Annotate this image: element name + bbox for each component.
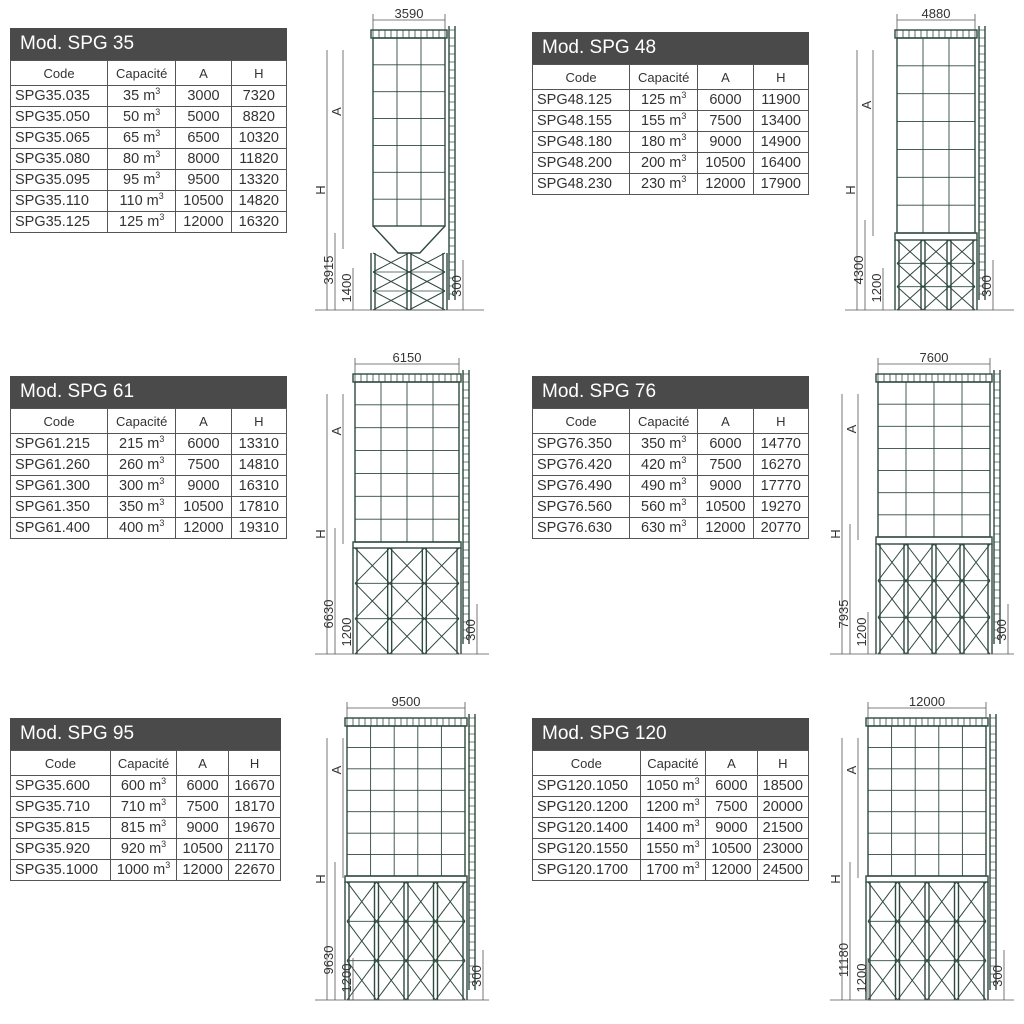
capacity-cell: 1700 $m^3$ (640, 860, 706, 881)
a-cell: 8000 (176, 149, 231, 170)
unit-superscript: 3 (694, 818, 700, 829)
h-dimension-label: H (313, 185, 328, 195)
capacity-cell: 215 $m^3$ (108, 434, 176, 455)
code-cell: SPG61.260 (11, 455, 108, 476)
capacity-cell: 1400 $m^3$ (640, 818, 706, 839)
h-cell: 13310 (231, 434, 286, 455)
capacity-cell: 1050 $m^3$ (640, 776, 706, 797)
capacity-cell: 490 $m^3$ (630, 476, 698, 497)
spec-table (10, 408, 287, 539)
unit-superscript: 3 (159, 518, 165, 529)
capacity-cell: 600 $m^3$ (110, 776, 176, 797)
code-cell: SPG48.200 (533, 153, 630, 174)
h-cell: 20000 (757, 797, 808, 818)
table-row (11, 797, 281, 818)
unit-superscript: 3 (155, 128, 161, 139)
h-cell: 16310 (231, 476, 286, 497)
a-cell: 3000 (176, 86, 231, 107)
table-row (533, 111, 809, 132)
table-header-row (533, 751, 809, 776)
side-offset-label: 300 (449, 275, 464, 297)
unit-superscript: 3 (159, 212, 165, 223)
base-height-label: 6630 (321, 599, 336, 629)
h-dimension-label: H (313, 529, 328, 539)
code-cell: SPG35.110 (11, 191, 108, 212)
a-dimension-label: A (859, 100, 874, 110)
side-offset-label: 300 (463, 619, 478, 641)
spg48-table-panel (532, 32, 809, 195)
unit-superscript: 3 (694, 797, 700, 808)
unit-superscript: 3 (159, 476, 165, 487)
unit-superscript: 3 (155, 149, 161, 160)
code-cell: SPG35.600 (11, 776, 111, 797)
code-cell: SPG35.050 (11, 107, 108, 128)
capacity-cell: 560 $m^3$ (630, 497, 698, 518)
unit-superscript: 3 (158, 191, 164, 202)
width-dimension-label: 4880 (921, 8, 951, 21)
h-cell: 16670 (229, 776, 281, 797)
a-cell: 10500 (177, 839, 229, 860)
column-header-capacity: Capacité (108, 61, 176, 86)
column-header-code: Code (533, 409, 630, 434)
h-cell: 8820 (231, 107, 286, 128)
h-cell: 10320 (231, 128, 286, 149)
a-cell: 7500 (698, 111, 753, 132)
table-row (533, 153, 809, 174)
silo-elevation (305, 8, 490, 318)
unit-superscript: 3 (681, 174, 687, 185)
unit-superscript: 3 (155, 170, 161, 181)
capacity-cell: 710 $m^3$ (110, 797, 176, 818)
unit-superscript: 3 (694, 839, 700, 850)
code-cell: SPG35.1000 (11, 860, 111, 881)
leg-height-label: 1200 (869, 273, 884, 303)
unit-superscript: 3 (681, 153, 687, 164)
code-cell: SPG120.1200 (533, 797, 641, 818)
column-header-capacity: Capacité (630, 65, 698, 90)
column-header-code: Code (11, 409, 108, 434)
a-cell: 12000 (176, 518, 231, 539)
capacity-cell: 200 $m^3$ (630, 153, 698, 174)
code-cell: SPG35.035 (11, 86, 108, 107)
column-header-h: H (231, 409, 286, 434)
h-cell: 13320 (231, 170, 286, 191)
table-row (533, 797, 809, 818)
code-cell: SPG35.125 (11, 212, 108, 233)
base-height-label: 3915 (321, 255, 336, 285)
capacity-cell: 65 $m^3$ (108, 128, 176, 149)
unit-superscript: 3 (681, 90, 687, 101)
h-cell: 16270 (753, 455, 808, 476)
table-row (533, 174, 809, 195)
a-cell: 9000 (176, 476, 231, 497)
leg-height-label: 1200 (339, 617, 354, 647)
unit-superscript: 3 (155, 107, 161, 118)
a-cell: 6000 (176, 434, 231, 455)
capacity-cell: 920 $m^3$ (110, 839, 176, 860)
table-row (533, 818, 809, 839)
table-row (533, 497, 809, 518)
a-cell: 7500 (698, 455, 753, 476)
capacity-cell: 155 $m^3$ (630, 111, 698, 132)
a-cell: 12000 (698, 174, 753, 195)
unit-superscript: 3 (161, 839, 167, 850)
h-cell: 16400 (753, 153, 808, 174)
capacity-cell: 420 $m^3$ (630, 455, 698, 476)
h-cell: 22670 (229, 860, 281, 881)
h-cell: 24500 (757, 860, 808, 881)
a-dimension-label: A (844, 424, 859, 434)
a-cell: 5000 (176, 107, 231, 128)
a-cell: 7500 (176, 455, 231, 476)
code-cell: SPG48.125 (533, 90, 630, 111)
code-cell: SPG35.080 (11, 149, 108, 170)
h-cell: 19670 (229, 818, 281, 839)
code-cell: SPG48.155 (533, 111, 630, 132)
a-cell: 6000 (706, 776, 757, 797)
width-dimension-label: 3590 (394, 8, 424, 21)
unit-superscript: 3 (161, 797, 167, 808)
code-cell: SPG35.710 (11, 797, 111, 818)
h-cell: 14770 (753, 434, 808, 455)
side-offset-label: 300 (979, 275, 994, 297)
column-header-a: A (176, 61, 231, 86)
spg76-table-panel (532, 376, 809, 539)
h-cell: 17770 (753, 476, 808, 497)
h-cell: 21500 (757, 818, 808, 839)
code-cell: SPG35.095 (11, 170, 108, 191)
spg95-silo-drawing (305, 696, 495, 1008)
spg95-table-panel (10, 718, 281, 881)
column-header-a: A (698, 65, 753, 90)
h-cell: 19310 (231, 518, 286, 539)
spg76-silo-drawing (820, 352, 1020, 662)
code-cell: SPG120.1550 (533, 839, 641, 860)
spg120-silo-drawing (820, 696, 1020, 1008)
capacity-cell: 50 $m^3$ (108, 107, 176, 128)
a-cell: 10500 (176, 191, 231, 212)
column-header-a: A (706, 751, 757, 776)
capacity-cell: 1000 $m^3$ (110, 860, 176, 881)
h-cell: 7320 (231, 86, 286, 107)
column-header-code: Code (533, 751, 641, 776)
h-cell: 23000 (757, 839, 808, 860)
h-cell: 18500 (757, 776, 808, 797)
column-header-a: A (176, 409, 231, 434)
code-cell: SPG120.1700 (533, 860, 641, 881)
table-header-row (533, 409, 809, 434)
side-offset-label: 300 (469, 965, 484, 987)
table-row (533, 518, 809, 539)
unit-superscript: 3 (694, 776, 700, 787)
a-cell: 6500 (176, 128, 231, 149)
spec-table (532, 750, 809, 881)
silo-elevation (305, 696, 495, 1008)
model-title: Mod. SPG 120 (532, 718, 809, 750)
table-row (11, 107, 287, 128)
column-header-code: Code (11, 751, 111, 776)
table-row (533, 839, 809, 860)
capacity-cell: 110 $m^3$ (108, 191, 176, 212)
capacity-cell: 35 $m^3$ (108, 86, 176, 107)
h-cell: 14820 (231, 191, 286, 212)
a-cell: 9500 (176, 170, 231, 191)
a-cell: 6000 (698, 90, 753, 111)
width-dimension-label: 6150 (392, 352, 422, 365)
side-offset-label: 300 (994, 619, 1009, 641)
unit-superscript: 3 (161, 818, 167, 829)
code-cell: SPG48.180 (533, 132, 630, 153)
h-cell: 20770 (753, 518, 808, 539)
base-height-label: 4300 (851, 255, 866, 285)
a-cell: 9000 (706, 818, 757, 839)
code-cell: SPG35.065 (11, 128, 108, 149)
a-cell: 7500 (177, 797, 229, 818)
spec-table (10, 60, 287, 233)
model-title: Mod. SPG 61 (10, 376, 287, 408)
code-cell: SPG76.630 (533, 518, 630, 539)
column-header-h: H (757, 751, 808, 776)
capacity-cell: 230 $m^3$ (630, 174, 698, 195)
spg35-table-panel (10, 28, 287, 233)
unit-superscript: 3 (681, 434, 687, 445)
table-row (533, 476, 809, 497)
width-dimension-label: 9500 (391, 696, 421, 709)
table-row (11, 149, 287, 170)
table-row (11, 839, 281, 860)
model-title: Mod. SPG 76 (532, 376, 809, 408)
leg-height-label: 1200 (339, 963, 354, 993)
column-header-h: H (753, 409, 808, 434)
h-dimension-label: H (843, 185, 858, 195)
h-dimension-label: H (828, 529, 843, 539)
table-row (11, 776, 281, 797)
code-cell: SPG61.300 (11, 476, 108, 497)
code-cell: SPG61.215 (11, 434, 108, 455)
spg61-table-panel (10, 376, 287, 539)
silo-elevation (820, 696, 1020, 1008)
a-cell: 7500 (706, 797, 757, 818)
silo-elevation (835, 8, 1020, 318)
column-header-capacity: Capacité (630, 409, 698, 434)
table-row (11, 191, 287, 212)
leg-height-label: 1400 (339, 273, 354, 303)
a-cell: 9000 (698, 476, 753, 497)
a-cell: 12000 (698, 518, 753, 539)
h-cell: 14810 (231, 455, 286, 476)
leg-height-label: 1200 (854, 617, 869, 647)
table-row (11, 818, 281, 839)
model-title: Mod. SPG 95 (10, 718, 281, 750)
unit-superscript: 3 (681, 111, 687, 122)
unit-superscript: 3 (694, 860, 700, 871)
a-cell: 9000 (177, 818, 229, 839)
code-cell: SPG76.350 (533, 434, 630, 455)
a-cell: 10500 (706, 839, 757, 860)
a-dimension-label: A (329, 107, 344, 116)
leg-height-label: 1200 (854, 963, 869, 993)
capacity-cell: 180 $m^3$ (630, 132, 698, 153)
table-row (533, 455, 809, 476)
column-header-h: H (229, 751, 281, 776)
spec-table (10, 750, 281, 881)
spg120-table-panel (532, 718, 809, 881)
column-header-h: H (231, 61, 286, 86)
h-cell: 16320 (231, 212, 286, 233)
table-header-row (11, 751, 281, 776)
unit-superscript: 3 (681, 497, 687, 508)
spg61-silo-drawing (305, 352, 495, 662)
code-cell: SPG76.560 (533, 497, 630, 518)
table-row (11, 860, 281, 881)
table-row (533, 860, 809, 881)
table-row (11, 455, 287, 476)
column-header-code: Code (11, 61, 108, 86)
column-header-code: Code (533, 65, 630, 90)
code-cell: SPG35.920 (11, 839, 111, 860)
code-cell: SPG120.1400 (533, 818, 641, 839)
unit-superscript: 3 (159, 497, 165, 508)
capacity-cell: 630 $m^3$ (630, 518, 698, 539)
table-row (533, 90, 809, 111)
h-cell: 13400 (753, 111, 808, 132)
a-cell: 10500 (176, 497, 231, 518)
h-cell: 19270 (753, 497, 808, 518)
a-cell: 12000 (177, 860, 229, 881)
a-cell: 9000 (698, 132, 753, 153)
capacity-cell: 400 $m^3$ (108, 518, 176, 539)
a-cell: 6000 (177, 776, 229, 797)
a-cell: 10500 (698, 497, 753, 518)
unit-superscript: 3 (161, 776, 167, 787)
base-height-label: 9630 (321, 945, 336, 975)
code-cell: SPG120.1050 (533, 776, 641, 797)
spec-table (532, 64, 809, 195)
base-height-label: 7935 (836, 599, 851, 629)
spec-table (532, 408, 809, 539)
a-cell: 12000 (176, 212, 231, 233)
capacity-cell: 260 $m^3$ (108, 455, 176, 476)
unit-superscript: 3 (681, 476, 687, 487)
model-title: Mod. SPG 48 (532, 32, 809, 64)
unit-superscript: 3 (155, 86, 161, 97)
column-header-capacity: Capacité (640, 751, 706, 776)
capacity-cell: 125 $m^3$ (630, 90, 698, 111)
spg48-silo-drawing (835, 8, 1020, 318)
a-dimension-label: A (329, 426, 344, 436)
table-row (11, 128, 287, 149)
a-dimension-label: A (329, 765, 344, 775)
side-offset-label: 300 (990, 965, 1005, 987)
code-cell: SPG48.230 (533, 174, 630, 195)
table-row (11, 497, 287, 518)
width-dimension-label: 7600 (919, 352, 949, 365)
capacity-cell: 95 $m^3$ (108, 170, 176, 191)
code-cell: SPG35.815 (11, 818, 111, 839)
h-cell: 21170 (229, 839, 281, 860)
table-row (533, 776, 809, 797)
width-dimension-label: 12000 (908, 696, 946, 709)
table-row (11, 434, 287, 455)
table-row (533, 132, 809, 153)
capacity-cell: 350 $m^3$ (108, 497, 176, 518)
unit-superscript: 3 (681, 132, 687, 143)
capacity-cell: 300 $m^3$ (108, 476, 176, 497)
column-header-h: H (753, 65, 808, 90)
capacity-cell: 1200 $m^3$ (640, 797, 706, 818)
code-cell: SPG76.420 (533, 455, 630, 476)
unit-superscript: 3 (165, 860, 171, 871)
unit-superscript: 3 (159, 455, 165, 466)
base-height-label: 11180 (836, 942, 851, 978)
spg35-silo-drawing (305, 8, 490, 318)
table-row (11, 212, 287, 233)
a-cell: 10500 (698, 153, 753, 174)
table-row (11, 518, 287, 539)
table-row (11, 170, 287, 191)
code-cell: SPG76.490 (533, 476, 630, 497)
a-cell: 12000 (706, 860, 757, 881)
table-row (11, 86, 287, 107)
code-cell: SPG61.350 (11, 497, 108, 518)
table-row (11, 476, 287, 497)
column-header-a: A (177, 751, 229, 776)
table-row (533, 434, 809, 455)
code-cell: SPG61.400 (11, 518, 108, 539)
model-title: Mod. SPG 35 (10, 28, 287, 60)
column-header-capacity: Capacité (110, 751, 176, 776)
unit-superscript: 3 (159, 434, 165, 445)
column-header-a: A (698, 409, 753, 434)
table-header-row (533, 65, 809, 90)
unit-superscript: 3 (681, 455, 687, 466)
silo-elevation (305, 352, 495, 662)
h-cell: 11900 (753, 90, 808, 111)
h-dimension-label: H (828, 874, 843, 884)
h-cell: 18170 (229, 797, 281, 818)
capacity-cell: 350 $m^3$ (630, 434, 698, 455)
capacity-cell: 125 $m^3$ (108, 212, 176, 233)
h-cell: 17900 (753, 174, 808, 195)
h-dimension-label: H (313, 874, 328, 884)
capacity-cell: 815 $m^3$ (110, 818, 176, 839)
table-header-row (11, 409, 287, 434)
column-header-capacity: Capacité (108, 409, 176, 434)
table-header-row (11, 61, 287, 86)
silo-elevation (820, 352, 1020, 662)
capacity-cell: 1550 $m^3$ (640, 839, 706, 860)
capacity-cell: 80 $m^3$ (108, 149, 176, 170)
h-cell: 14900 (753, 132, 808, 153)
h-cell: 11820 (231, 149, 286, 170)
unit-superscript: 3 (681, 518, 687, 529)
a-dimension-label: A (844, 765, 859, 775)
a-cell: 6000 (698, 434, 753, 455)
h-cell: 17810 (231, 497, 286, 518)
